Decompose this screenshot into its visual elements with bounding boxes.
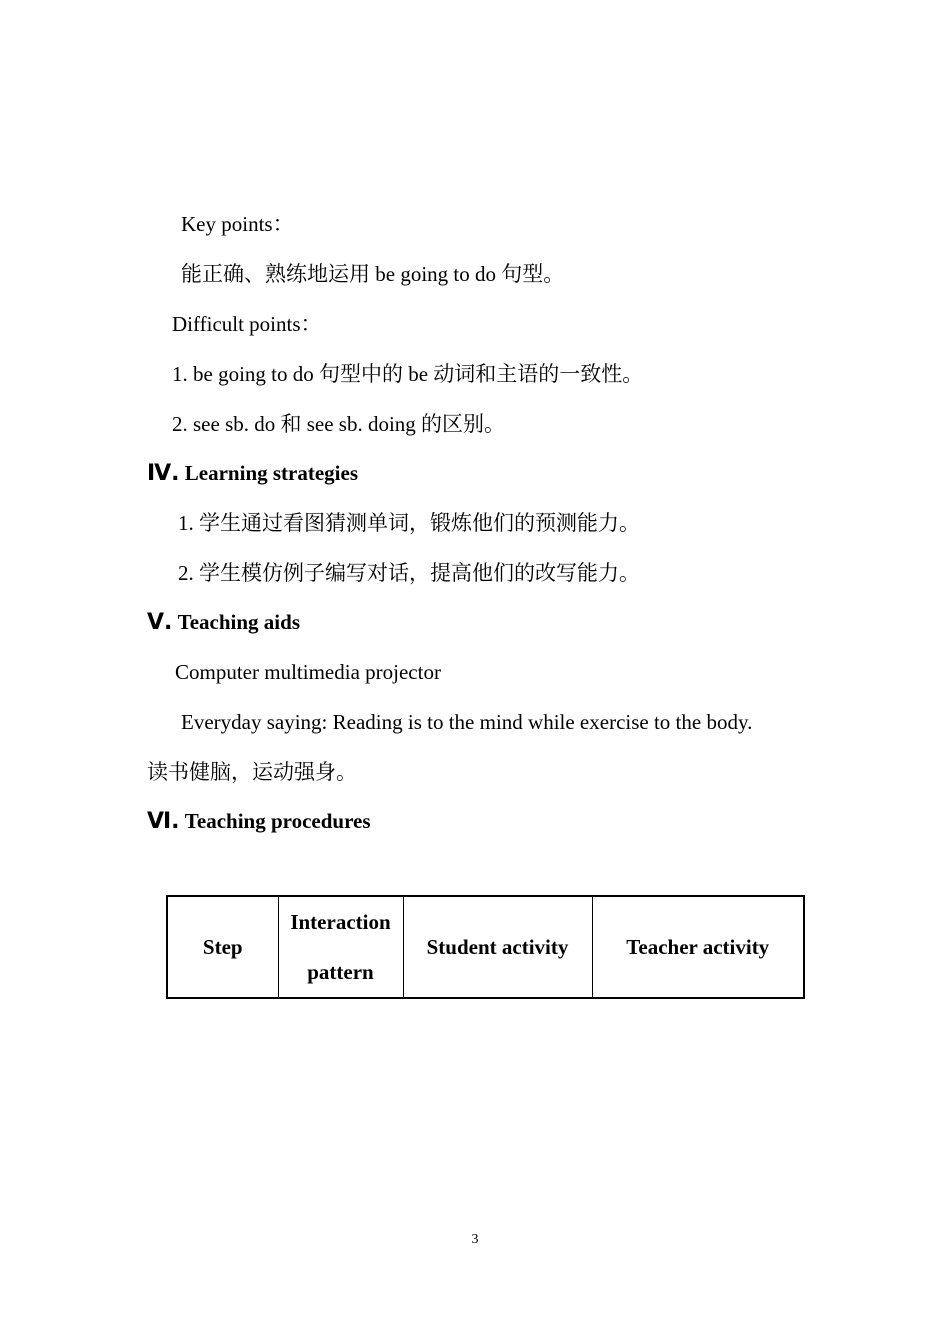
section-6-title: Teaching procedures [184,809,371,833]
section-5-numeral: Ⅴ. [147,610,173,635]
procedures-table [166,895,805,999]
everyday-saying-en: Everyday saying: Reading is to the mind while exercise to the body. [181,710,753,734]
section-5-heading [147,608,300,637]
section-4-heading [147,459,358,488]
strategy-item-1: 1. 学生通过看图猜测单词，锻炼他们的预测能力。 [178,511,640,535]
header-teacher-activity: Teacher activity [592,896,804,998]
section-5-title: Teaching aids [177,610,300,634]
header-step: Step [167,896,278,998]
page-number: 3 [471,1232,479,1247]
header-interaction-pattern: Interaction pattern [278,896,403,998]
section-6-heading [147,807,371,836]
section-4-numeral: Ⅳ. [147,461,180,486]
key-points-label: Key points： [181,212,294,236]
header-student-activity: Student activity [403,896,592,998]
difficult-point-1: 1. be going to do 句型中的 be 动词和主语的一致性。 [172,362,644,386]
teaching-aids-text: Computer multimedia projector [175,660,441,684]
key-points-item: 能正确、熟练地运用 be going to do 句型。 [181,262,565,286]
difficult-point-2: 2. see sb. do 和 see sb. doing 的区别。 [172,412,506,436]
difficult-points-label: Difficult points： [172,312,322,336]
section-4-title: Learning strategies [184,461,359,485]
table-header-row [167,896,804,998]
section-6-numeral: Ⅵ. [147,809,180,834]
everyday-saying-zh: 读书健脑，运动强身。 [147,760,357,784]
strategy-item-2: 2. 学生模仿例子编写对话，提高他们的改写能力。 [178,561,640,585]
